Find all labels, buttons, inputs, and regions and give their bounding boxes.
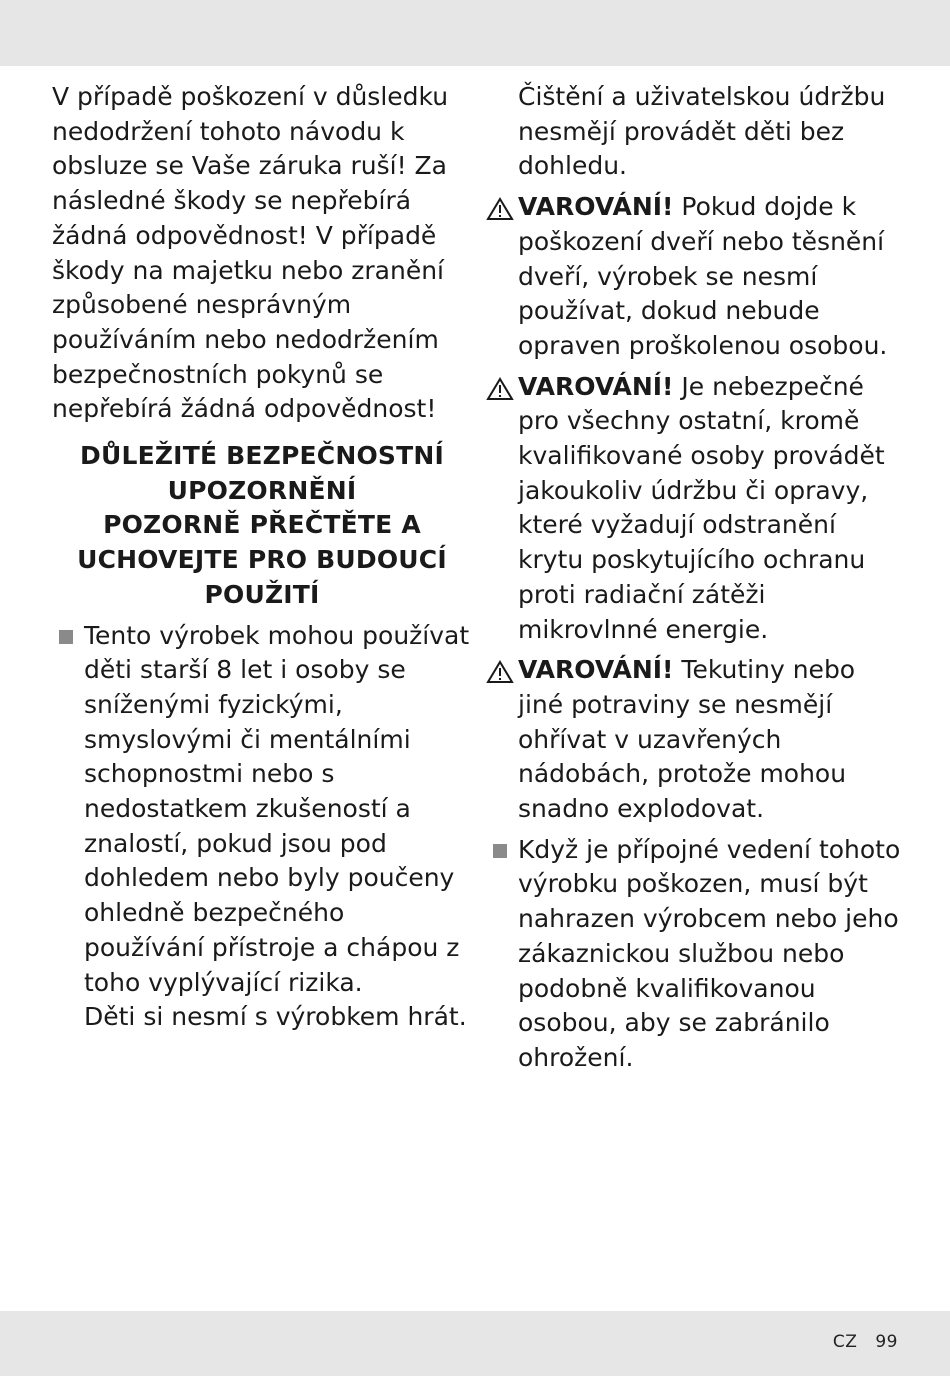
warning-text: Je nebezpečné pro všechny ostatní, kromě kvalifikované osoby provádět jakoukoliv údržbu či opravy, které vyžadují odstranění krytu poskytujícího ochranu proti radiační zátěži mikrovlnné energie.: [518, 371, 885, 644]
warning-text: Pokud dojde k poškození dveří nebo těsnění dveří, výrobek se nesmí používat, dokud nebude opraven proškolenou osobou.: [518, 192, 888, 360]
square-bullet-icon: [493, 844, 507, 858]
heading-line-1: DŮLEŽITÉ BEZPEČNOSTNÍ UPOZORNĚNÍ: [80, 441, 444, 505]
square-bullet-icon: [59, 630, 73, 644]
warning-triangle-icon: [486, 377, 514, 401]
warning-label: VAROVÁNÍ!: [518, 192, 674, 222]
warning-door: [486, 190, 906, 364]
page-number: 99: [875, 1332, 898, 1352]
intro-paragraph: V případě poškození v důsledku nedodržení tohoto návodu k obsluze se Vaše záruka ruší! Za následné škody se nepřebírá žádná odpovědnost! V případě škody na majetku nebo zranění způsobené nesprávným používáním nebo nedodržením bezpečnostních pokynů se nepřebírá žádná odpovědnost!: [52, 82, 449, 424]
bullet-text: Když je přípojné vedení tohoto výrobku poškozen, musí být nahrazen výrobcem nebo jeho zákaznickou službou nebo podobně kvalifikovanou osobou, aby se zabránilo ohrožení.: [518, 834, 901, 1072]
safety-heading: [52, 439, 472, 613]
warning-maintenance: [486, 370, 906, 648]
bullet-item-cable: [486, 833, 906, 1076]
page-footer: [815, 1332, 898, 1352]
bullet-extra-text: Děti si nesmí s výrobkem hrát.: [84, 1002, 467, 1032]
warning-triangle-icon: [486, 197, 514, 221]
top-bar: [0, 0, 950, 66]
warning-triangle-icon: [486, 660, 514, 684]
warning-liquids: [486, 653, 906, 827]
warning-label: VAROVÁNÍ!: [518, 655, 674, 685]
continued-paragraph: Čištění a uživatelskou údržbu nesmějí provádět děti bez dohledu.: [518, 82, 886, 181]
language-code: CZ: [832, 1332, 858, 1352]
bullet-item-children: [52, 619, 472, 1035]
warning-label: VAROVÁNÍ!: [518, 371, 674, 401]
bottom-bar: [0, 1311, 950, 1376]
warning-text: Tekutiny nebo jiné potraviny se nesmějí ohřívat v uzavřených nádobách, protože mohou snadno explodovat.: [518, 655, 856, 824]
left-column: [52, 80, 472, 1035]
right-column: [486, 80, 906, 1076]
heading-line-2: POZORNĚ PŘEČTĚTE A UCHOVEJTE PRO BUDOUCÍ POUŽITÍ: [77, 510, 447, 609]
bullet-text: Tento výrobek mohou používat děti starší 8 let i osoby se sníženými fyzickými, smyslovými či mentálními schopnostmi nebo s nedostatkem zkušeností a znalostí, pokud jsou pod dohledem nebo byly poučeny ohledně bezpečného používání přístroje a chápou z toho vyplývající rizika.: [84, 620, 470, 997]
